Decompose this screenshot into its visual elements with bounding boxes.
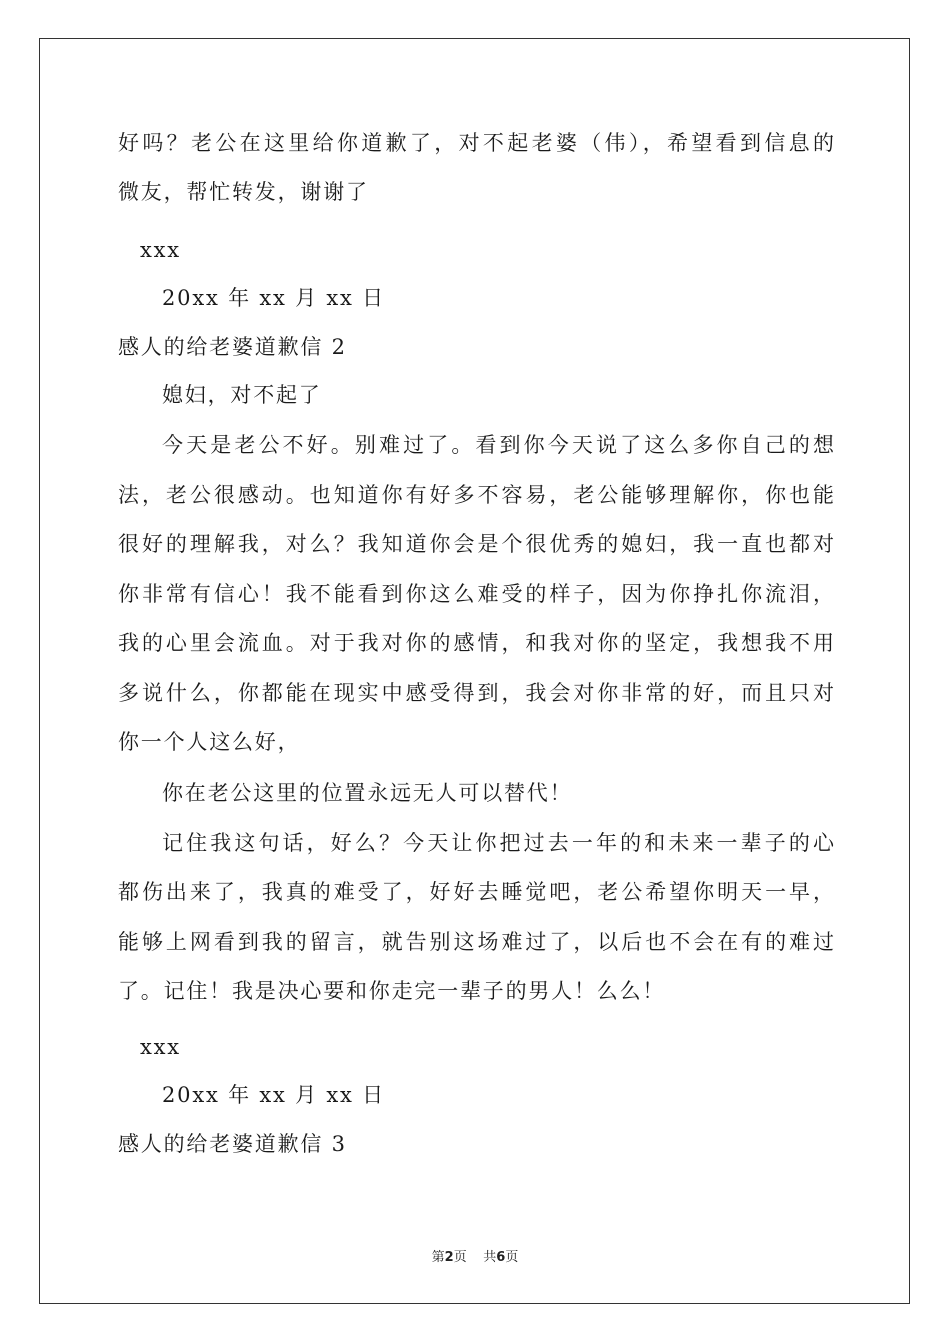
paragraph-line: 你一个人这么好， (118, 730, 301, 754)
page-border (39, 38, 910, 1304)
paragraph-line: 好吗？老公在这里给你道歉了，对不起老婆（伟），希望看到信息的 (118, 131, 834, 155)
section-heading: 感人的给老婆道歉信 2 (118, 335, 347, 359)
page-prefix: 第 (431, 1250, 445, 1265)
signature-name: xxx (140, 1035, 181, 1059)
paragraph-line: 微友，帮忙转发，谢谢了 (118, 180, 369, 204)
total-prefix: 共 (483, 1250, 497, 1265)
paragraph-line: 我的心里会流血。对于我对你的感情，和我对你的坚定，我想我不用 (118, 631, 834, 655)
salutation: 媳妇，对不起了 (162, 383, 322, 407)
paragraph-line: 了。记住！我是决心要和你走完一辈子的男人！么么！ (118, 979, 666, 1003)
page-suffix: 页 (453, 1250, 467, 1265)
paragraph-line: 都伤出来了，我真的难受了，好好去睡觉吧，老公希望你明天一早， (118, 880, 834, 904)
page-total: 6 (496, 1250, 506, 1265)
section-heading: 感人的给老婆道歉信 3 (118, 1132, 347, 1156)
total-suffix: 页 (505, 1250, 519, 1265)
paragraph-line: 多说什么，你都能在现实中感受得到，我会对你非常的好，而且只对 (118, 681, 834, 705)
signature-date: 20xx 年 xx 月 xx 日 (162, 1083, 385, 1107)
page-footer (0, 1246, 950, 1265)
paragraph-line: 你非常有信心！我不能看到你这么难受的样子，因为你挣扎你流泪， (118, 582, 834, 606)
paragraph-line: 能够上网看到我的留言，就告别这场难过了，以后也不会在有的难过 (118, 930, 834, 954)
paragraph-line: 很好的理解我，对么？我知道你会是个很优秀的媳妇，我一直也都对 (118, 532, 834, 556)
signature-date: 20xx 年 xx 月 xx 日 (162, 286, 385, 310)
page-current: 2 (444, 1250, 454, 1265)
paragraph-line: 法，老公很感动。也知道你有好多不容易，老公能够理解你，你也能 (118, 483, 834, 507)
paragraph-line: 你在老公这里的位置永远无人可以替代！ (162, 781, 573, 805)
paragraph-line: 今天是老公不好。别难过了。看到你今天说了这么多你自己的想 (162, 433, 834, 457)
signature-name: xxx (140, 238, 181, 262)
paragraph-line: 记住我这句话，好么？今天让你把过去一年的和未来一辈子的心 (162, 831, 834, 855)
